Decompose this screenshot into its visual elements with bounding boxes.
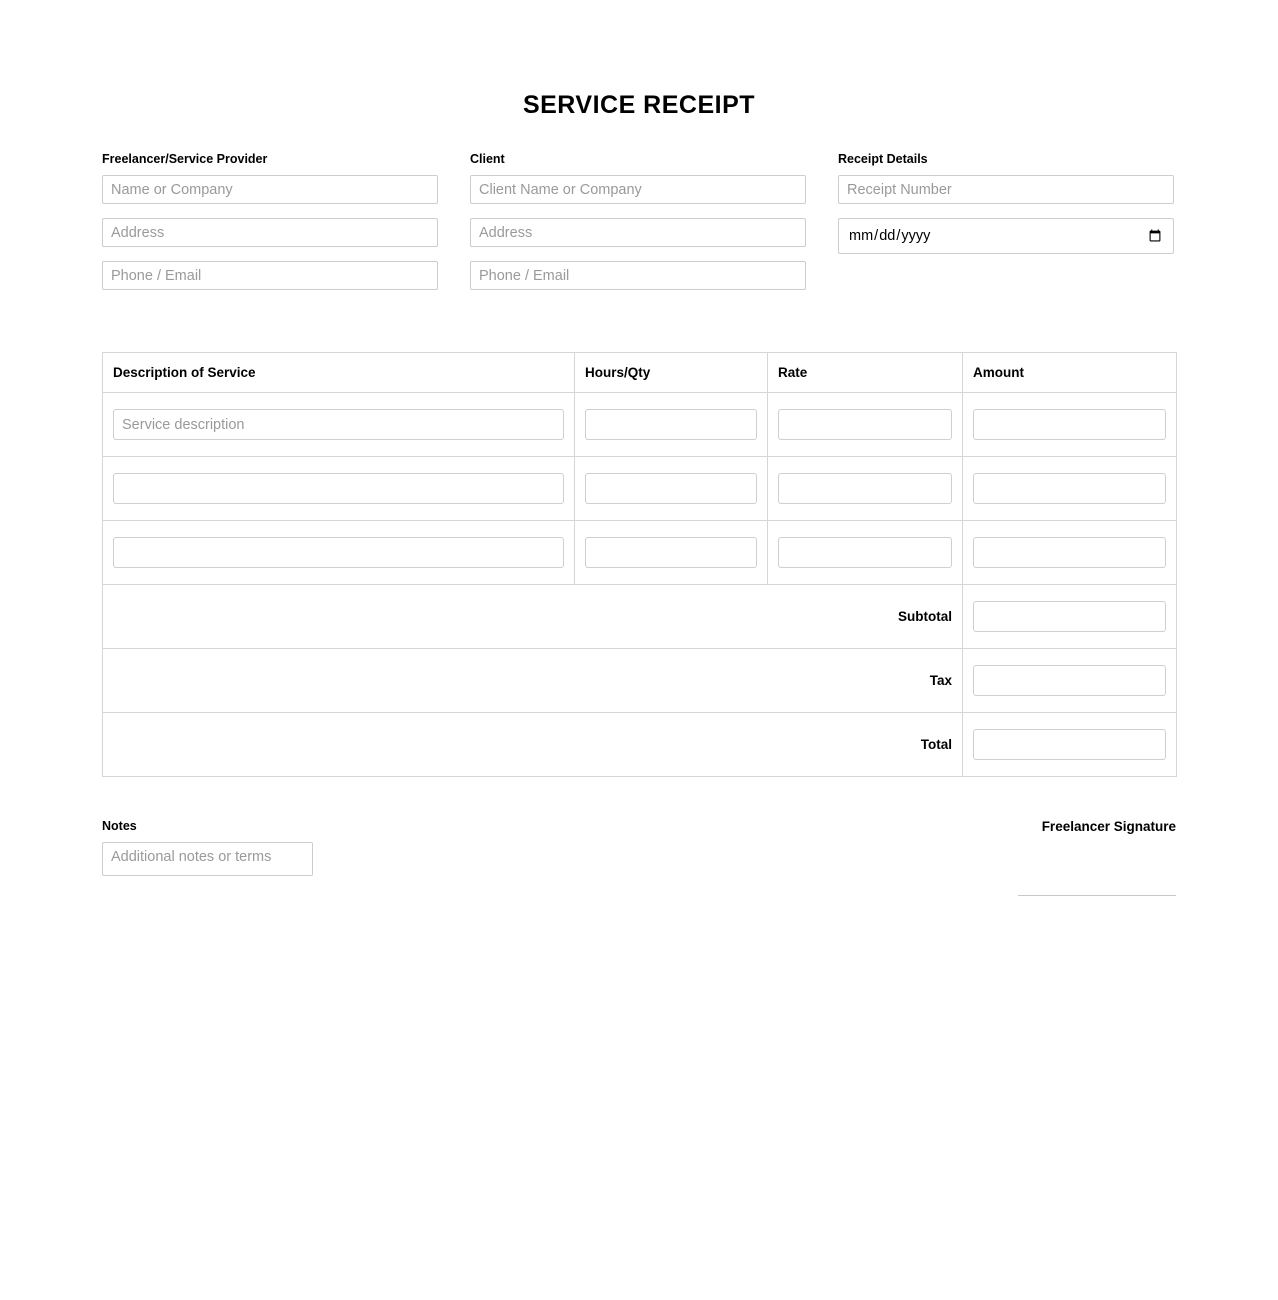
- table-row: [103, 457, 1177, 521]
- receipt-date-input[interactable]: [838, 218, 1174, 254]
- signature-label: Freelancer Signature: [1041, 819, 1176, 834]
- notes-input[interactable]: [102, 842, 313, 876]
- notes-block: [102, 819, 522, 876]
- column-header-rate: Rate: [768, 353, 963, 393]
- column-header-description: Description of Service: [103, 353, 575, 393]
- tax-row: [103, 649, 1177, 713]
- row-1-description-input[interactable]: [113, 409, 564, 440]
- cell-hours: [575, 457, 768, 521]
- row-2-description-input[interactable]: [113, 473, 564, 504]
- receipt-page: [102, 0, 1176, 896]
- signature-line: [1018, 895, 1176, 896]
- cell-rate: [768, 457, 963, 521]
- column-header-amount: Amount: [963, 353, 1177, 393]
- tax-label: Tax: [103, 649, 963, 713]
- table-header-row: [103, 353, 1177, 393]
- cell-description: [103, 457, 575, 521]
- row-1-hours-input[interactable]: [585, 409, 757, 440]
- client-contact-input[interactable]: [470, 261, 806, 290]
- column-header-hours: Hours/Qty: [575, 353, 768, 393]
- cell-amount: [963, 521, 1177, 585]
- client-column: [470, 152, 806, 290]
- cell-hours: [575, 521, 768, 585]
- client-address-input[interactable]: [470, 218, 806, 247]
- receipt-number-input[interactable]: [838, 175, 1174, 204]
- client-name-input[interactable]: [470, 175, 806, 204]
- notes-label: Notes: [102, 819, 137, 833]
- total-row: [103, 713, 1177, 777]
- row-3-rate-input[interactable]: [778, 537, 952, 568]
- row-3-hours-input[interactable]: [585, 537, 757, 568]
- client-heading: Client: [470, 152, 505, 166]
- cell-amount: [963, 393, 1177, 457]
- cell-rate: [768, 393, 963, 457]
- provider-column: [102, 152, 438, 290]
- table-row: [103, 393, 1177, 457]
- tax-input[interactable]: [973, 665, 1166, 696]
- subtotal-input[interactable]: [973, 601, 1166, 632]
- row-1-amount-input[interactable]: [973, 409, 1166, 440]
- row-2-hours-input[interactable]: [585, 473, 757, 504]
- provider-name-input[interactable]: [102, 175, 438, 204]
- row-2-amount-input[interactable]: [973, 473, 1166, 504]
- provider-heading: Freelancer/Service Provider: [102, 152, 268, 166]
- party-details-section: [102, 152, 1176, 290]
- cell-subtotal: [963, 585, 1177, 649]
- row-3-description-input[interactable]: [113, 537, 564, 568]
- cell-tax: [963, 649, 1177, 713]
- provider-address-input[interactable]: [102, 218, 438, 247]
- row-2-rate-input[interactable]: [778, 473, 952, 504]
- signature-block: [876, 819, 1176, 896]
- footer-section: [102, 819, 1176, 896]
- receipt-details-heading: Receipt Details: [838, 152, 928, 166]
- subtotal-row: [103, 585, 1177, 649]
- total-label: Total: [103, 713, 963, 777]
- provider-contact-input[interactable]: [102, 261, 438, 290]
- cell-hours: [575, 393, 768, 457]
- cell-rate: [768, 521, 963, 585]
- row-1-rate-input[interactable]: [778, 409, 952, 440]
- subtotal-label: Subtotal: [103, 585, 963, 649]
- cell-description: [103, 521, 575, 585]
- row-3-amount-input[interactable]: [973, 537, 1166, 568]
- cell-amount: [963, 457, 1177, 521]
- page-title: SERVICE RECEIPT: [522, 91, 756, 119]
- receipt-details-column: [838, 152, 1174, 290]
- total-input[interactable]: [973, 729, 1166, 760]
- cell-description: [103, 393, 575, 457]
- line-items-table: [102, 352, 1177, 777]
- table-row: [103, 521, 1177, 585]
- cell-total: [963, 713, 1177, 777]
